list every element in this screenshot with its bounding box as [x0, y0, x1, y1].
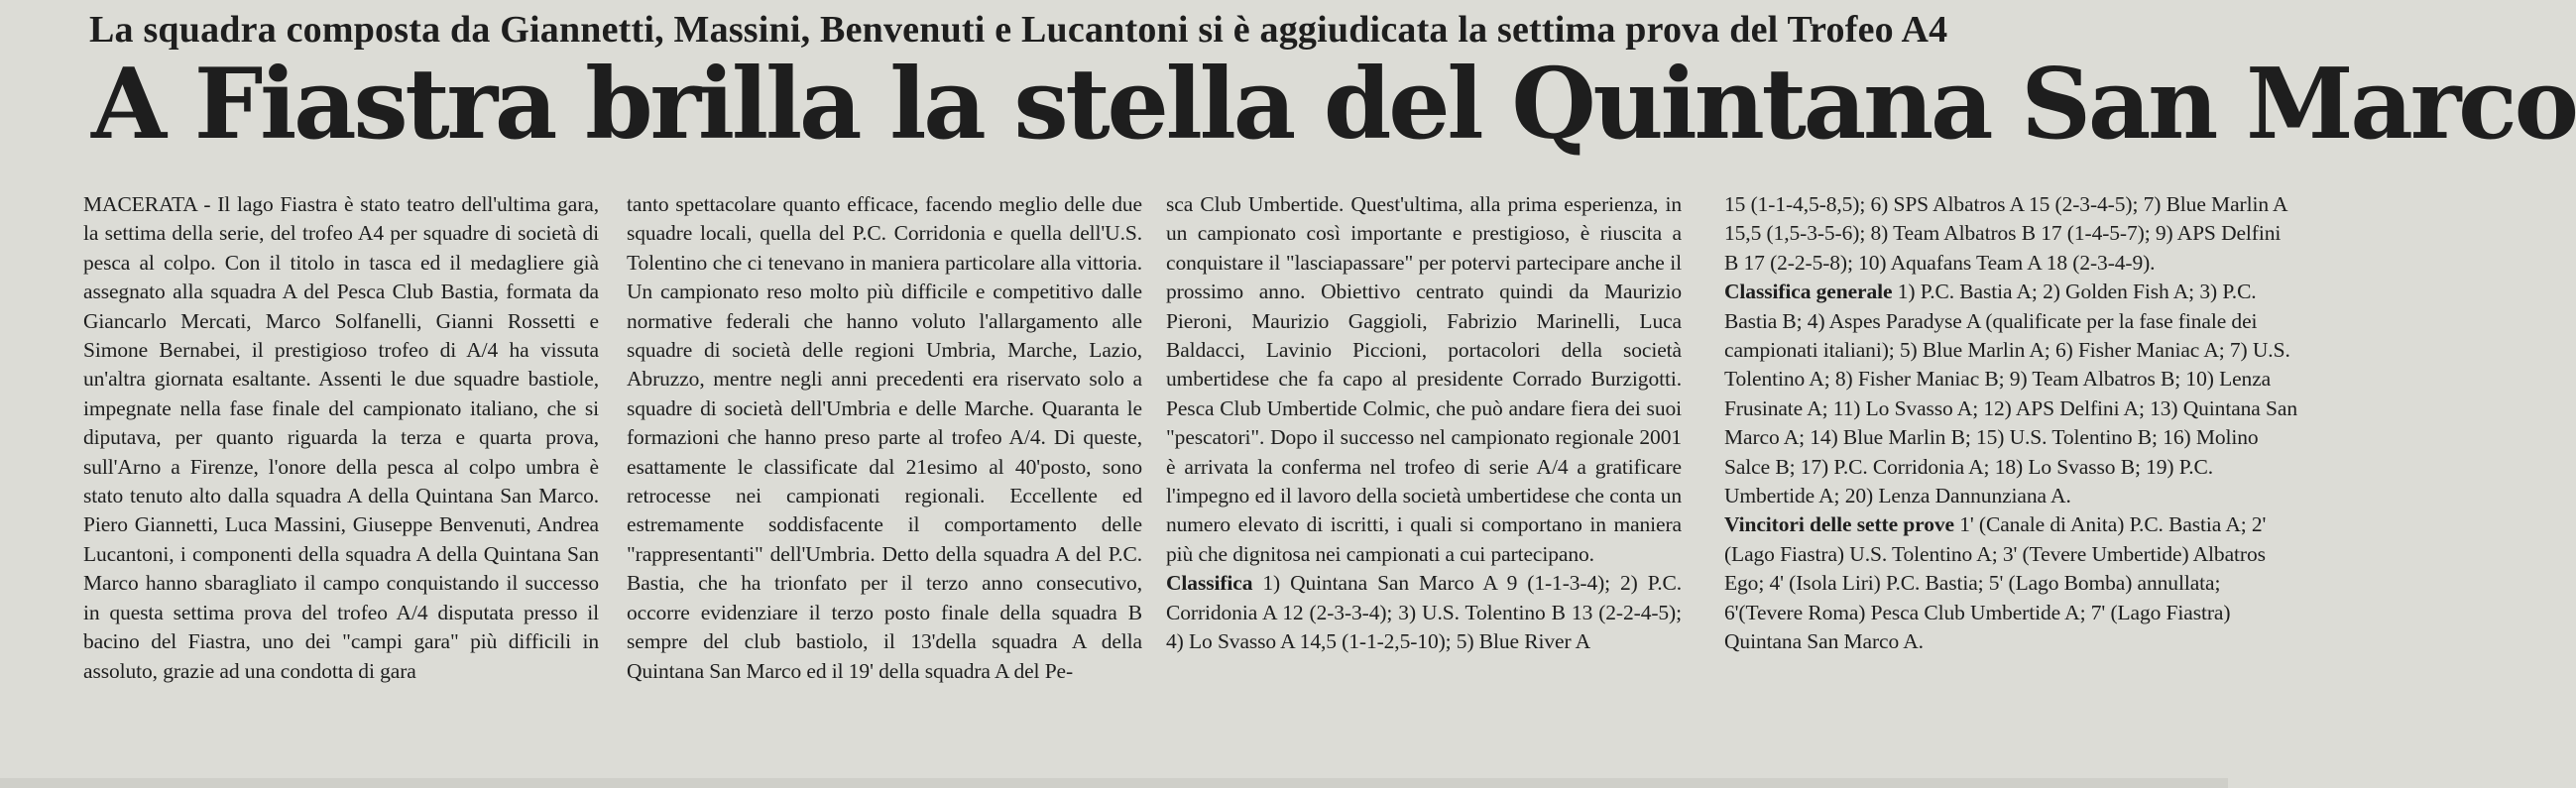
- column-1-text: MACERATA - Il lago Fiastra è stato teatro dell'ultima gara, la settima della serie, del trofeo A4 per squadre di società di pesca al colpo. Con il titolo in tasca ed il medagliere già assegnato alla squadra A del Pesca Club Bastia, formata da Giancarlo Mercati, Marco Solfanelli, Gianni Rossetti e Simone Bernabei, il prestigioso trofeo di A/4 ha vissuta un'altra giornata esaltante. Assenti le due squadre bastiole, impegnate nella fase finale del campionato italiano, che si diputava, per quanto riguarda la terza e quarta prova, sull'Arno a Firenze, l'onore della pesca al colpo umbra è stato tenuto alto dalla squadra A della Quintana San Marco. Piero Giannetti, Luca Massini, Giuseppe Benvenuti, Andrea Lucantoni, i componenti della squadra A della Quintana San Marco hanno sbaragliato il campo conquistando il successo in questa settima prova del trofeo A/4 disputata presso il bacino del Fiastra, uno dei "campi gara" più difficili in assoluto, grazie ad una condotta di gara: [83, 192, 599, 683]
- article-column-4: [1724, 190, 2299, 657]
- winners-paragraph: [1724, 510, 2299, 656]
- results-paragraph: [1166, 569, 1682, 656]
- general-standings-text: 1) P.C. Bastia A; 2) Golden Fish A; 3) P.C. Bastia B; 4) Aspes Paradyse A (qualificate per la fase finale dei campionati italiani); 5) Blue Marlin A; 6) Fisher Maniac A; 7) U.S. Tolentino A; 8) Fisher Maniac B; 9) Team Albatros B; 10) Lenza Frusinate A; 11) Lo Svasso A; 12) APS Delfini A; 13) Quintana San Marco A; 14) Blue Marlin B; 15) U.S. Tolentino B; 16) Molino Salce B; 17) P.C. Corridonia A; 18) Lo Svasso B; 19) P.C. Umbertide A; 20) Lenza Dannunziana A.: [1724, 280, 2297, 508]
- general-standings-paragraph: [1724, 278, 2299, 510]
- article-kicker: La squadra composta da Giannetti, Massini, Benvenuti e Lucantoni si è aggiudicata la settima prova del Trofeo A4: [89, 9, 1948, 51]
- results-continued: 15 (1-1-4,5-8,5); 6) SPS Albatros A 15 (2-3-4-5); 7) Blue Marlin A 15,5 (1,5-3-5-6); 8) Team Albatros B 17 (1-4-5-7); 9) APS Delfini B 17 (2-2-5-8); 10) Aquafans Team A 18 (2-3-4-9).: [1724, 192, 2287, 275]
- page-bottom-edge: [0, 778, 2228, 788]
- article-headline: A Fiastra brilla la stella del Quintana San Marco: [91, 48, 2576, 162]
- column-3-text: sca Club Umbertide. Quest'ultima, alla prima esperienza, in un campionato così importante e prestigioso, è riuscita a conquistare il "lasciapassare" per potervi partecipare anche il prossimo anno. Obiettivo centrato quindi da Maurizio Pieroni, Maurizio Gaggioli, Fabrizio Marinelli, Luca Baldacci, Lavinio Piccioni, portacolori della società umbertidese che fa capo al presidente Corrado Burzigotti. Pesca Club Umbertide Colmic, che può andare fiera dei suoi "pescatori". Dopo il successo nel campionato regionale 2001 è arrivata la conferma nel trofeo di serie A/4 a gratificare l'impegno ed il lavoro della società umbertidese che conta un numero elevato di iscritti, i quali si comportano in maniera più che dignitosa nei campionati a cui partecipano.: [1166, 192, 1682, 566]
- article-column-1: [83, 190, 599, 686]
- article-column-2: [627, 190, 1142, 686]
- results-text: 1) Quintana San Marco A 9 (1-1-3-4); 2) P.C. Corridonia A 12 (2-3-3-4); 3) U.S. Tolentino B 13 (2-2-4-5); 4) Lo Svasso A 14,5 (1-1-2,5-10); 5) Blue River A: [1166, 571, 1682, 654]
- column-2-text: tanto spettacolare quanto efficace, facendo meglio delle due squadre locali, quella del P.C. Corridonia e quella dell'U.S. Tolentino che ci tenevano in maniera particolare alla vittoria. Un campionato reso molto più difficile e competitivo dalle normative federali che hanno voluto l'allargamento alle squadre di società delle regioni Umbria, Marche, Lazio, Abruzzo, mentre negli anni precedenti era riservato solo a squadre di società dell'Umbria e delle Marche. Quaranta le formazioni che hanno preso parte al trofeo A/4. Di queste, esattamente le classificate dal 21esimo al 40'posto, sono retrocesse nei campionati regionali. Eccellente ed estremamente soddisfacente il comportamento delle "rappresentanti" dell'Umbria. Detto della squadra A del P.C. Bastia, che ha trionfato per il terzo anno consecutivo, occorre evidenziare il terzo posto finale della squadra B sempre del club bastiolo, il 13'della squadra A della Quintana San Marco ed il 19' della squadra A del Pe-: [627, 192, 1142, 683]
- results-label: Classifica: [1166, 571, 1253, 596]
- general-standings-label: Classifica generale: [1724, 280, 1893, 304]
- winners-label: Vincitori delle sette prove: [1724, 512, 1954, 537]
- winners-text: 1' (Canale di Anita) P.C. Bastia A; 2' (Lago Fiastra) U.S. Tolentino A; 3' (Tevere Umbertide) Albatros Ego; 4' (Isola Liri) P.C. Bastia; 5' (Lago Bomba) annullata; 6'(Tevere Roma) Pesca Club Umbertide A; 7' (Lago Fiastra) Quintana San Marco A.: [1724, 512, 2267, 654]
- article-column-3: [1166, 190, 1682, 657]
